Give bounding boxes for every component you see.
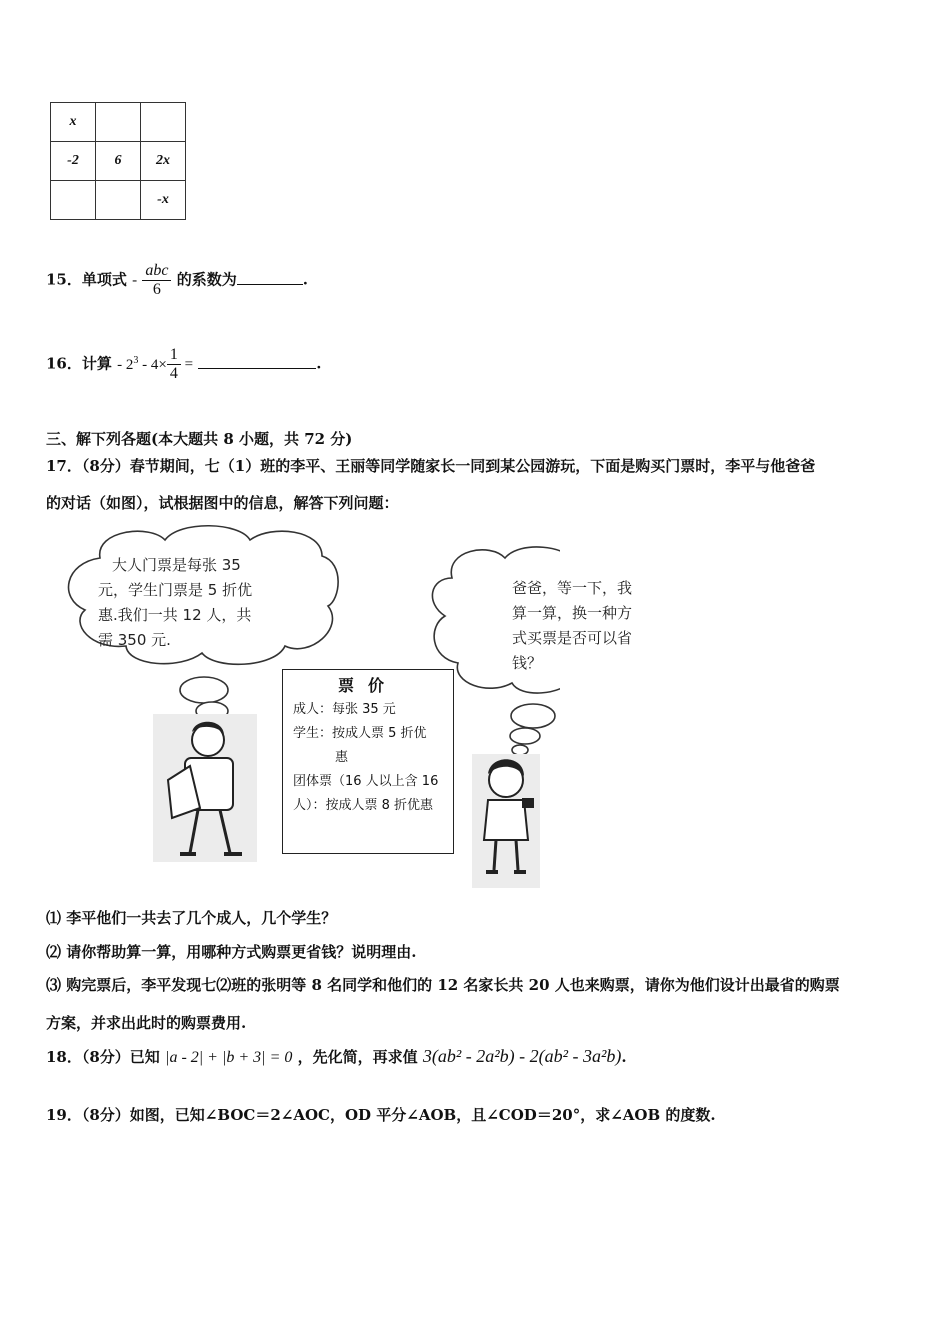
q16-prefix: 计算 bbox=[81, 354, 112, 373]
q18-text2: ，先化简，再求值 bbox=[297, 1048, 418, 1066]
grid-row bbox=[51, 142, 186, 181]
grid-cell bbox=[96, 103, 141, 142]
q15-fraction bbox=[142, 262, 171, 299]
ticket-line: 成人：每张 35 元 bbox=[293, 702, 396, 717]
speech-line: 式买票是否可以省 bbox=[512, 629, 633, 647]
section-heading: 三、解下列各题(本大题共 8 小题，共 72 分) bbox=[46, 430, 353, 448]
q15-end: . bbox=[302, 270, 308, 289]
q18-expression: 3(ab² - 2a²b) - 2(ab² - 3a²b) bbox=[422, 1046, 622, 1066]
answer-blank-15[interactable] bbox=[237, 284, 303, 285]
q16-expr-b: - 4× bbox=[138, 356, 167, 373]
grid-cell bbox=[51, 181, 96, 220]
question-16 bbox=[46, 346, 322, 383]
ticket-line: 人）：按成人票 8 折优惠 bbox=[293, 798, 434, 813]
speech-line: 算一算，换一种方 bbox=[512, 604, 633, 622]
q15-number: 15． bbox=[46, 270, 82, 289]
q16-denominator: 4 bbox=[169, 365, 178, 382]
grid-cell: x bbox=[51, 103, 96, 142]
q15-numerator: abc bbox=[142, 262, 171, 281]
q15-prefix: 单项式 bbox=[81, 270, 127, 289]
grid-cell bbox=[141, 103, 186, 142]
q18-condition: |a - 2| + |b + 3| = 0 bbox=[165, 1049, 293, 1066]
q17-sub1: ⑴ 李平他们一共去了几个成人，几个学生？ bbox=[46, 909, 337, 927]
speech-line: 大人门票是每张 35 bbox=[112, 556, 241, 574]
q17-sub3-line1: ⑶ 购完票后，李平发现七⑵班的张明等 8 名同学和他们的 12 名家长共 20 人也来购票，请你为他们设计出最省的购票 bbox=[46, 976, 840, 994]
ticket-title: 票价 bbox=[337, 676, 398, 695]
speech-line: 惠.我们一共 12 人，共 bbox=[98, 606, 252, 624]
ticket-price-box bbox=[282, 669, 454, 854]
answer-blank-16[interactable] bbox=[198, 368, 316, 369]
q17-sub2: ⑵ 请你帮助算一算，用哪种方式购票更省钱？说明理由. bbox=[46, 943, 417, 961]
grid-cell: -x bbox=[141, 181, 186, 220]
q16-number: 16． bbox=[46, 354, 82, 373]
grid-cell: 2x bbox=[141, 142, 186, 181]
boy-figure bbox=[472, 754, 540, 888]
q17-sub3-line2: 方案，并求出此时的购票费用. bbox=[46, 1014, 247, 1032]
q17-line1: 17．（8分）春节期间，七（1）班的李平、王丽等同学随家长一同到某公园游玩，下面是购买门票时，李平与他爸爸 bbox=[46, 457, 816, 475]
ticket-line: 惠 bbox=[335, 750, 349, 765]
q17-line2: 的对话（如图），试根据图中的信息，解答下列问题： bbox=[46, 494, 399, 512]
q15-denominator: 6 bbox=[152, 281, 161, 298]
q15-sign: - bbox=[132, 272, 138, 289]
q15-suffix: 的系数为 bbox=[176, 270, 237, 289]
q16-expression bbox=[117, 354, 167, 373]
speech-line: 元，学生门票是 5 折优 bbox=[98, 581, 253, 599]
father-figure bbox=[153, 714, 257, 862]
q16-numerator: 1 bbox=[167, 346, 181, 365]
question-19: 19．（8分）如图，已知∠BOC＝2∠AOC，OD 平分∠AOB，且∠COD＝20°，求∠AOB 的度数. bbox=[46, 1106, 716, 1124]
q18-end: . bbox=[621, 1048, 627, 1066]
q16-expr-a: - 2 bbox=[117, 356, 134, 373]
q16-equals: = bbox=[180, 356, 194, 373]
ticket-line: 学生：按成人票 5 折优 bbox=[293, 726, 427, 741]
ticket-line: 团体票（16 人以上含 16 bbox=[293, 774, 439, 789]
grid-cell: 6 bbox=[96, 142, 141, 181]
q18-text1: 18．（8分）已知 bbox=[46, 1048, 160, 1066]
q16-exponent: 3 bbox=[133, 354, 139, 366]
number-grid bbox=[50, 102, 186, 220]
grid-row bbox=[51, 103, 186, 142]
q16-end: . bbox=[316, 354, 322, 373]
grid-cell: -2 bbox=[51, 142, 96, 181]
speech-line: 钱？ bbox=[512, 654, 543, 672]
speech-line: 需 350 元. bbox=[98, 631, 171, 649]
question-18 bbox=[46, 1046, 627, 1067]
grid-cell bbox=[96, 181, 141, 220]
q16-fraction bbox=[167, 346, 181, 383]
grid-row bbox=[51, 181, 186, 220]
father-speech bbox=[98, 553, 288, 653]
speech-line: 爸爸，等一下，我 bbox=[512, 579, 633, 597]
boy-speech bbox=[512, 576, 662, 676]
question-15 bbox=[46, 262, 308, 299]
